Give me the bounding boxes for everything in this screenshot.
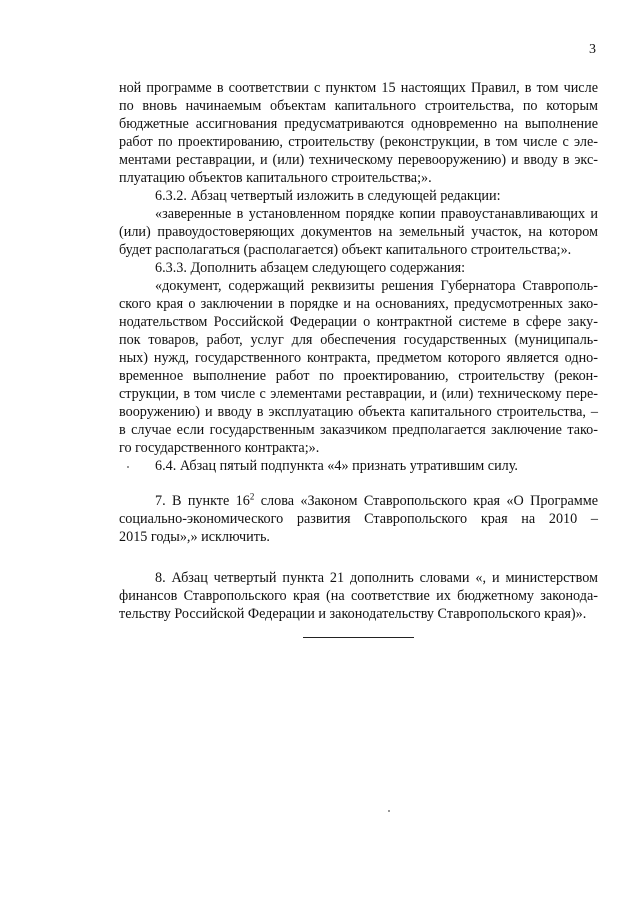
text-line: ной программе в соответствии с пунктом 15 настоящих Правил, в том числе (119, 80, 598, 96)
text-line: ского края о заключении в порядке и на основаниях, предусмотренных зако- (119, 296, 598, 312)
text-line: струкции, в том числе с элементами реставрации, и (или) техническому пере- (119, 386, 598, 402)
scan-speck (388, 810, 390, 812)
document-body (119, 79, 598, 623)
scan-speck (127, 466, 129, 468)
text-line: 6.3.2. Абзац четвертый изложить в следующей редакции: (155, 188, 501, 204)
text-fragment: 7. В пункте 16 (155, 493, 250, 509)
text-line: 6.3.3. Дополнить абзацем следующего содержания: (155, 260, 466, 276)
text-line: 2015 годы»,» исключить. (119, 529, 270, 545)
text-line: нодательством Российской Федерации о контрактной системе в сфере заку- (119, 314, 598, 330)
text-line: ных) нужд, государственного контракта, предметом которого является одно- (119, 350, 598, 366)
text-line: (или) правоудостоверяющих документов на земельный участок, на котором (119, 224, 598, 240)
text-line: плуатацию объектов капитального строительства;». (119, 170, 432, 186)
closing-rule (303, 637, 414, 638)
paragraph-6-4 (119, 457, 598, 475)
text-fragment: слова «Законом Ставропольского края «О Программе (254, 493, 598, 509)
paragraph-8 (119, 569, 598, 623)
text-line: ментами реставрации, и (или) техническому перевооружению) и вводу в экс- (119, 152, 598, 168)
paragraph-program-continuation (119, 79, 598, 187)
text-line: вооружению) и вводу в эксплуатацию объекта капитального строительства, – (119, 404, 598, 420)
page-number: 3 (589, 42, 596, 57)
paragraph-quote-governor-decision (119, 277, 598, 457)
paragraph-7 (119, 492, 598, 546)
paragraph-6-3-2 (119, 187, 598, 205)
paragraph-quote-documents (119, 205, 598, 259)
text-line: го государственного контракта;». (119, 440, 320, 456)
text-line: 6.4. Абзац пятый подпункта «4» признать утратившим силу. (155, 458, 518, 474)
text-line: в случае если государственным заказчиком предполагается заключение тако- (119, 422, 598, 438)
text-line: «заверенные в установленном порядке копии правоустанавливающих и (155, 206, 598, 222)
text-line: тельству Российской Федерации и законодательству Ставропольского края)». (119, 606, 587, 622)
text-line: пок товаров, работ, услуг для обеспечения государственных (муниципаль- (119, 332, 598, 348)
text-line: 8. Абзац четвертый пункта 21 дополнить словами «, и министерством (155, 570, 598, 586)
text-line: будет располагаться (располагается) объект капитального строительства;». (119, 242, 572, 258)
text-line (119, 492, 598, 510)
text-line: по вновь начинаемым объектам капитального строительства, по которым (119, 98, 598, 114)
text-line: бюджетные ассигнования предусматриваются одновременно на выполнение (119, 116, 598, 132)
text-line: «документ, содержащий реквизиты решения Губернатора Ставрополь- (155, 278, 598, 294)
text-line: социально-экономического развития Ставропольского края на 2010 – (119, 511, 598, 527)
text-line: работ по проектированию, строительству (реконструкции, в том числе с эле- (119, 134, 598, 150)
paragraph-6-3-3 (119, 259, 598, 277)
text-line: временное выполнение работ по проектированию, строительству (рекон- (119, 368, 598, 384)
text-line: финансов Ставропольского края (на соответствие их бюджетному законода- (119, 588, 598, 604)
superscript: 2 (249, 491, 255, 502)
